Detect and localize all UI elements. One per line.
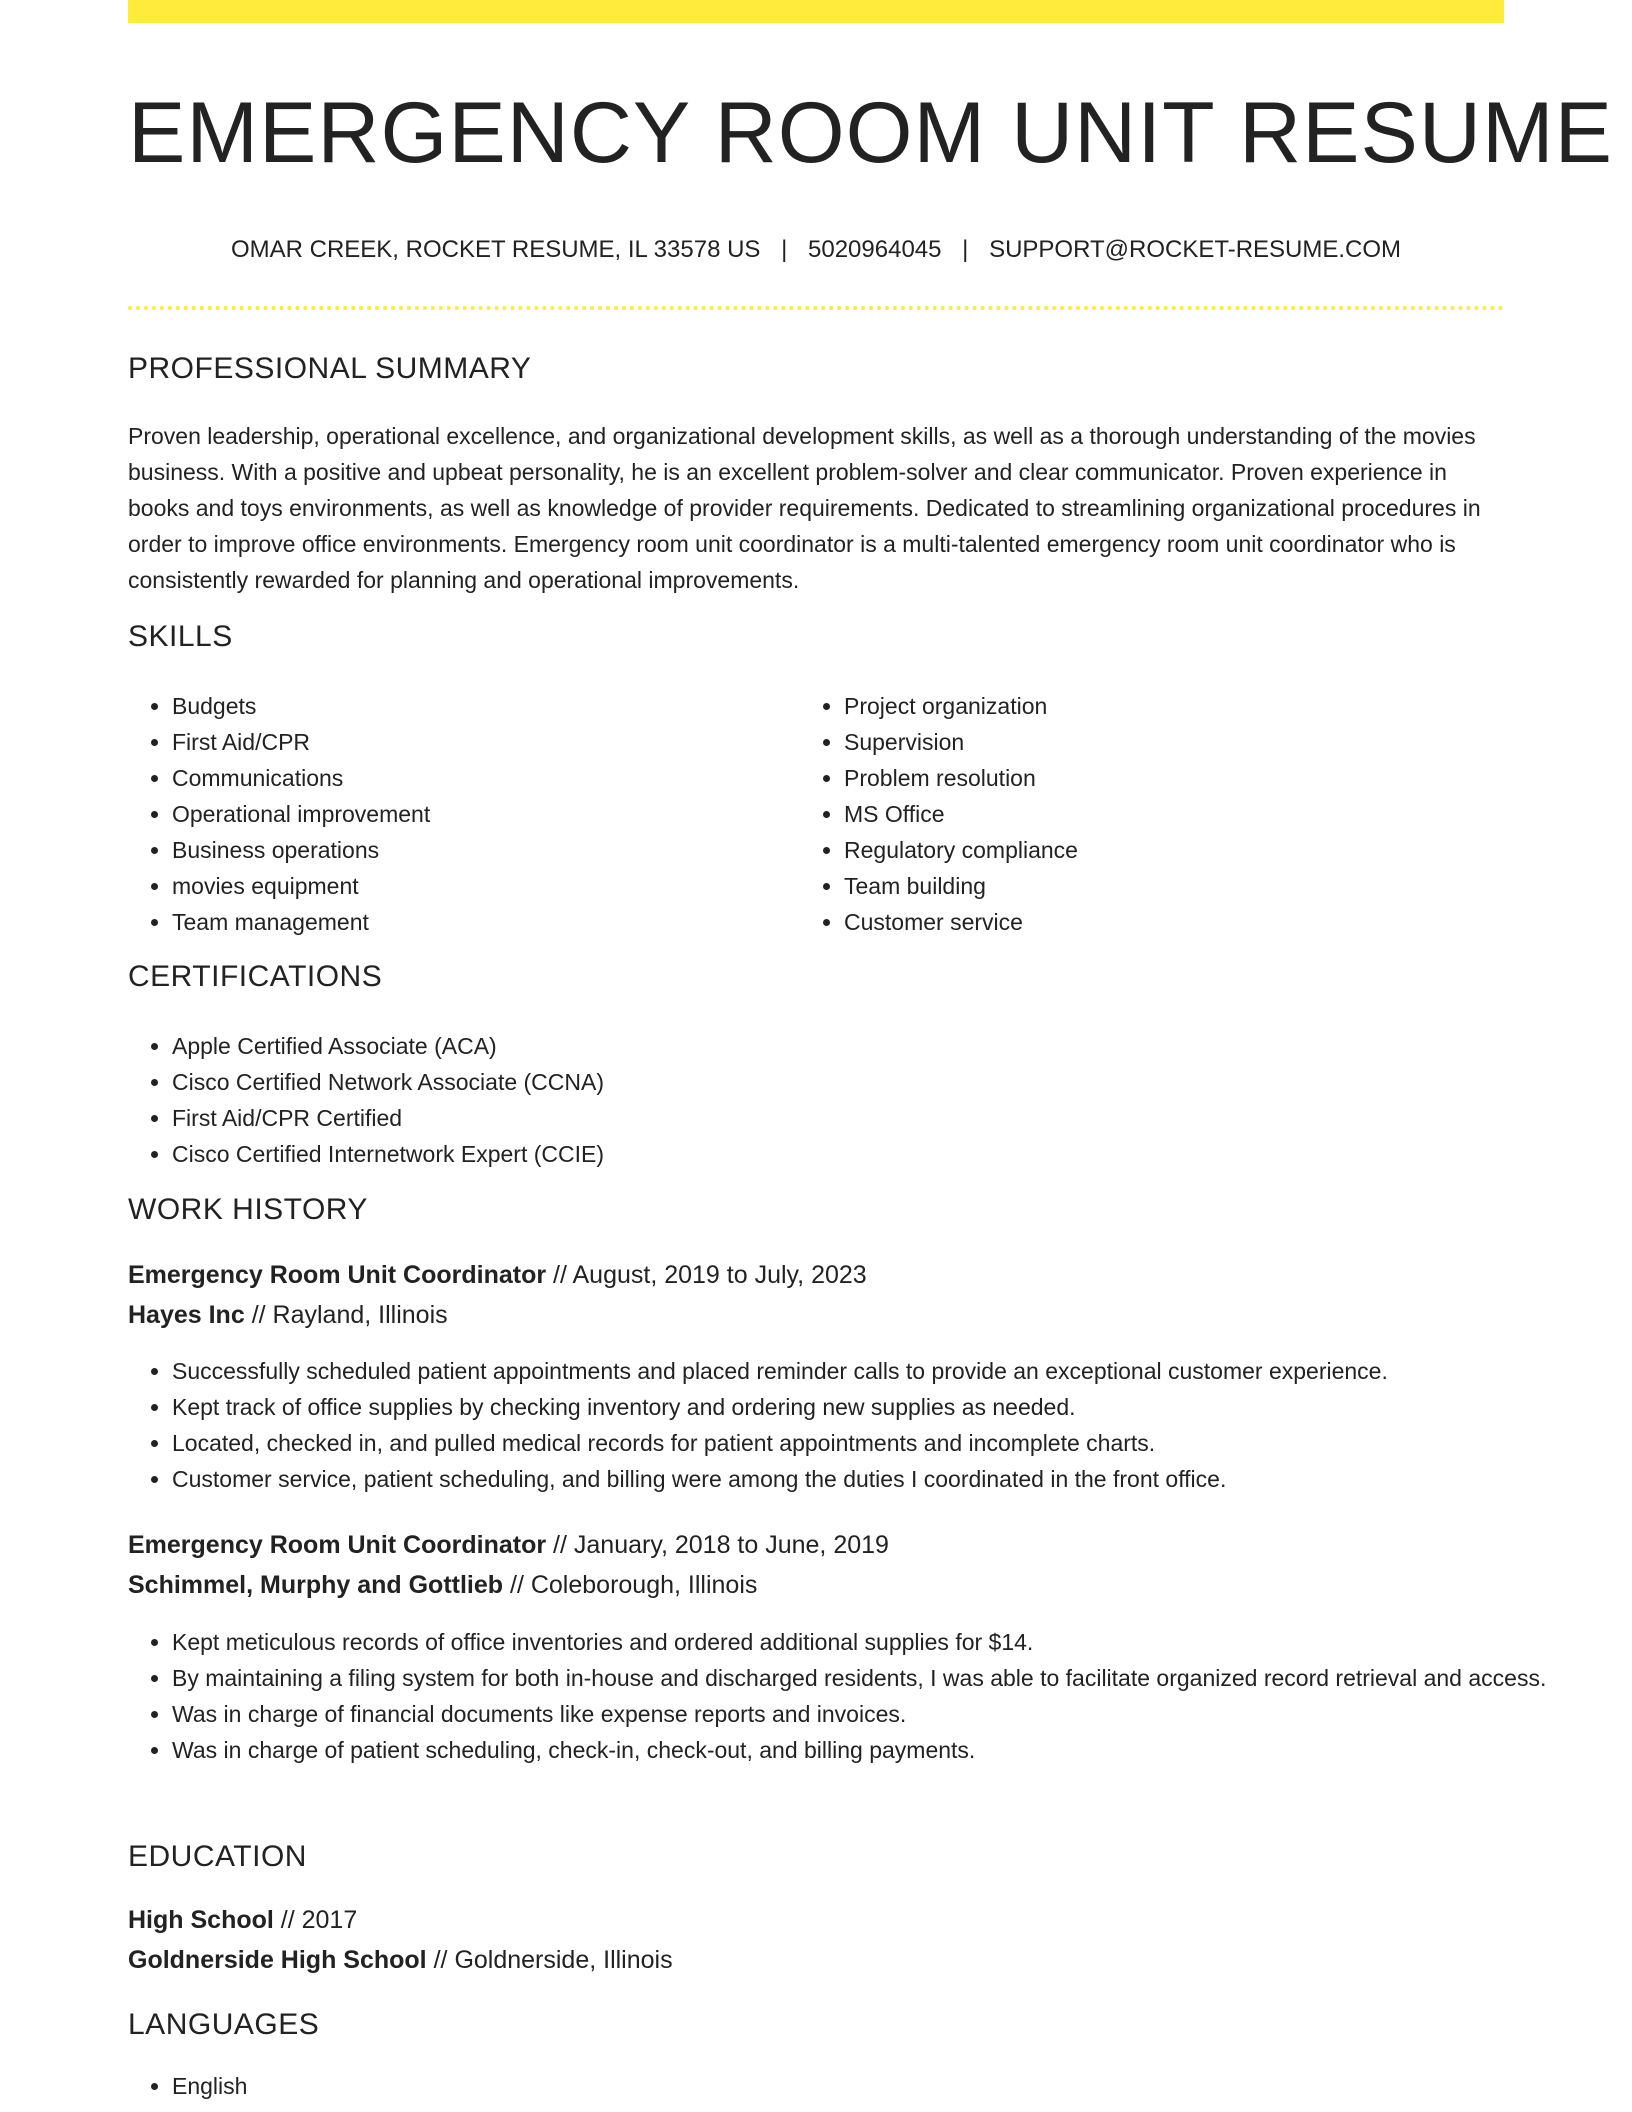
job-title-line xyxy=(128,1531,889,1560)
job-separator: // xyxy=(503,1571,531,1599)
skill-item: • Supervision xyxy=(844,724,1444,760)
certification-item: • First Aid/CPR Certified xyxy=(172,1100,1472,1136)
job-title: Emergency Room Unit Coordinator xyxy=(128,1261,547,1289)
job-dates: January, 2018 to June, 2019 xyxy=(573,1531,889,1559)
top-accent-bar xyxy=(128,0,1504,23)
skill-item: • MS Office xyxy=(844,796,1444,832)
skill-item: • Business operations xyxy=(172,832,772,868)
skill-item: • Regulatory compliance xyxy=(844,832,1444,868)
contact-phone: 5020964045 xyxy=(808,236,942,263)
education-heading: EDUCATION xyxy=(128,1840,307,1873)
job-separator: // xyxy=(546,1261,573,1289)
job-company-line xyxy=(128,1571,757,1600)
job-bullets xyxy=(128,1624,1548,1768)
job-separator: // xyxy=(546,1531,574,1559)
skill-item: • Communications xyxy=(172,760,772,796)
contact-separator: | xyxy=(781,236,788,263)
education-degree: High School xyxy=(128,1906,274,1934)
skill-item: • Team building xyxy=(844,868,1444,904)
job-company: Hayes Inc xyxy=(128,1301,245,1329)
job-title-line xyxy=(128,1261,867,1290)
summary-text: Proven leadership, operational excellence, and organizational development skills, as well as a thorough understanding of the movies business. With a positive and upbeat personality, he is an excellent problem-solver and clear communicator. Proven experience in books and toys environments, as well as knowledge of provider requirements. Dedicated to streamlining organizational procedures in order to improve office environments. Emergency room unit coordinator is a multi-talented emergency room unit coordinator who is consistently rewarded for planning and operational improvements. xyxy=(128,423,1481,593)
job-location: Coleborough, Illinois xyxy=(530,1571,758,1599)
certification-item: • Apple Certified Associate (ACA) xyxy=(172,1028,1472,1064)
education-school-line xyxy=(128,1946,673,1975)
job-dates: August, 2019 to July, 2023 xyxy=(572,1261,867,1289)
job-bullet: • Kept track of office supplies by checking inventory and ordering new supplies as needed. xyxy=(172,1389,1548,1425)
job-bullets xyxy=(128,1353,1548,1497)
job-bullet: • By maintaining a filing system for both in-house and discharged residents, I was able to facilitate organized record retrieval and access. xyxy=(172,1660,1548,1696)
certifications-list xyxy=(128,1028,1472,1172)
languages-list xyxy=(128,2068,772,2104)
summary-heading: PROFESSIONAL SUMMARY xyxy=(128,352,532,385)
dotted-divider xyxy=(128,306,1504,310)
languages-heading: LANGUAGES xyxy=(128,2008,320,2041)
skills-list-right xyxy=(800,688,1444,940)
skill-item: • Customer service xyxy=(844,904,1444,940)
work-history-heading: WORK HISTORY xyxy=(128,1193,368,1226)
job-bullet: • Located, checked in, and pulled medical records for patient appointments and incomplete charts. xyxy=(172,1425,1548,1461)
job-bullet: • Customer service, patient scheduling, and billing were among the duties I coordinated in the front office. xyxy=(172,1461,1548,1497)
job-location: Rayland, Illinois xyxy=(272,1301,448,1329)
education-separator: // xyxy=(273,1906,302,1934)
education-degree-line xyxy=(128,1906,357,1935)
skill-item: • Budgets xyxy=(172,688,772,724)
skill-item: • movies equipment xyxy=(172,868,772,904)
job-bullet: • Kept meticulous records of office inventories and ordered additional supplies for $14. xyxy=(172,1624,1548,1660)
contact-separator: | xyxy=(962,236,969,263)
certifications-heading: CERTIFICATIONS xyxy=(128,960,383,993)
education-year: 2017 xyxy=(301,1906,358,1934)
contact-line xyxy=(128,236,1504,264)
contact-email: SUPPORT@ROCKET-RESUME.COM xyxy=(989,236,1402,263)
skills-heading: SKILLS xyxy=(128,620,233,653)
language-item: • English xyxy=(172,2068,772,2104)
education-location: Goldnerside, Illinois xyxy=(454,1946,673,1974)
job-title: Emergency Room Unit Coordinator xyxy=(128,1531,547,1559)
job-separator: // xyxy=(244,1301,273,1329)
job-company-line xyxy=(128,1301,448,1330)
education-school: Goldnerside High School xyxy=(128,1946,427,1974)
skill-item: • Problem resolution xyxy=(844,760,1444,796)
job-company: Schimmel, Murphy and Gottlieb xyxy=(128,1571,504,1599)
certification-item: • Cisco Certified Internetwork Expert (CCIE) xyxy=(172,1136,1472,1172)
contact-address: OMAR CREEK, ROCKET RESUME, IL 33578 US xyxy=(230,236,761,263)
skill-item: • Team management xyxy=(172,904,772,940)
skills-list-left xyxy=(128,688,772,940)
job-bullet: • Successfully scheduled patient appointments and placed reminder calls to provide an exceptional customer experience. xyxy=(172,1353,1548,1389)
job-bullet: • Was in charge of patient scheduling, check-in, check-out, and billing payments. xyxy=(172,1732,1548,1768)
skill-item: • Project organization xyxy=(844,688,1444,724)
education-separator: // xyxy=(426,1946,455,1974)
skill-item: • Operational improvement xyxy=(172,796,772,832)
job-bullet: • Was in charge of financial documents like expense reports and invoices. xyxy=(172,1696,1548,1732)
skill-item: • First Aid/CPR xyxy=(172,724,772,760)
resume-title: EMERGENCY ROOM UNIT RESUME xyxy=(128,85,1613,181)
certification-item: • Cisco Certified Network Associate (CCNA) xyxy=(172,1064,1472,1100)
